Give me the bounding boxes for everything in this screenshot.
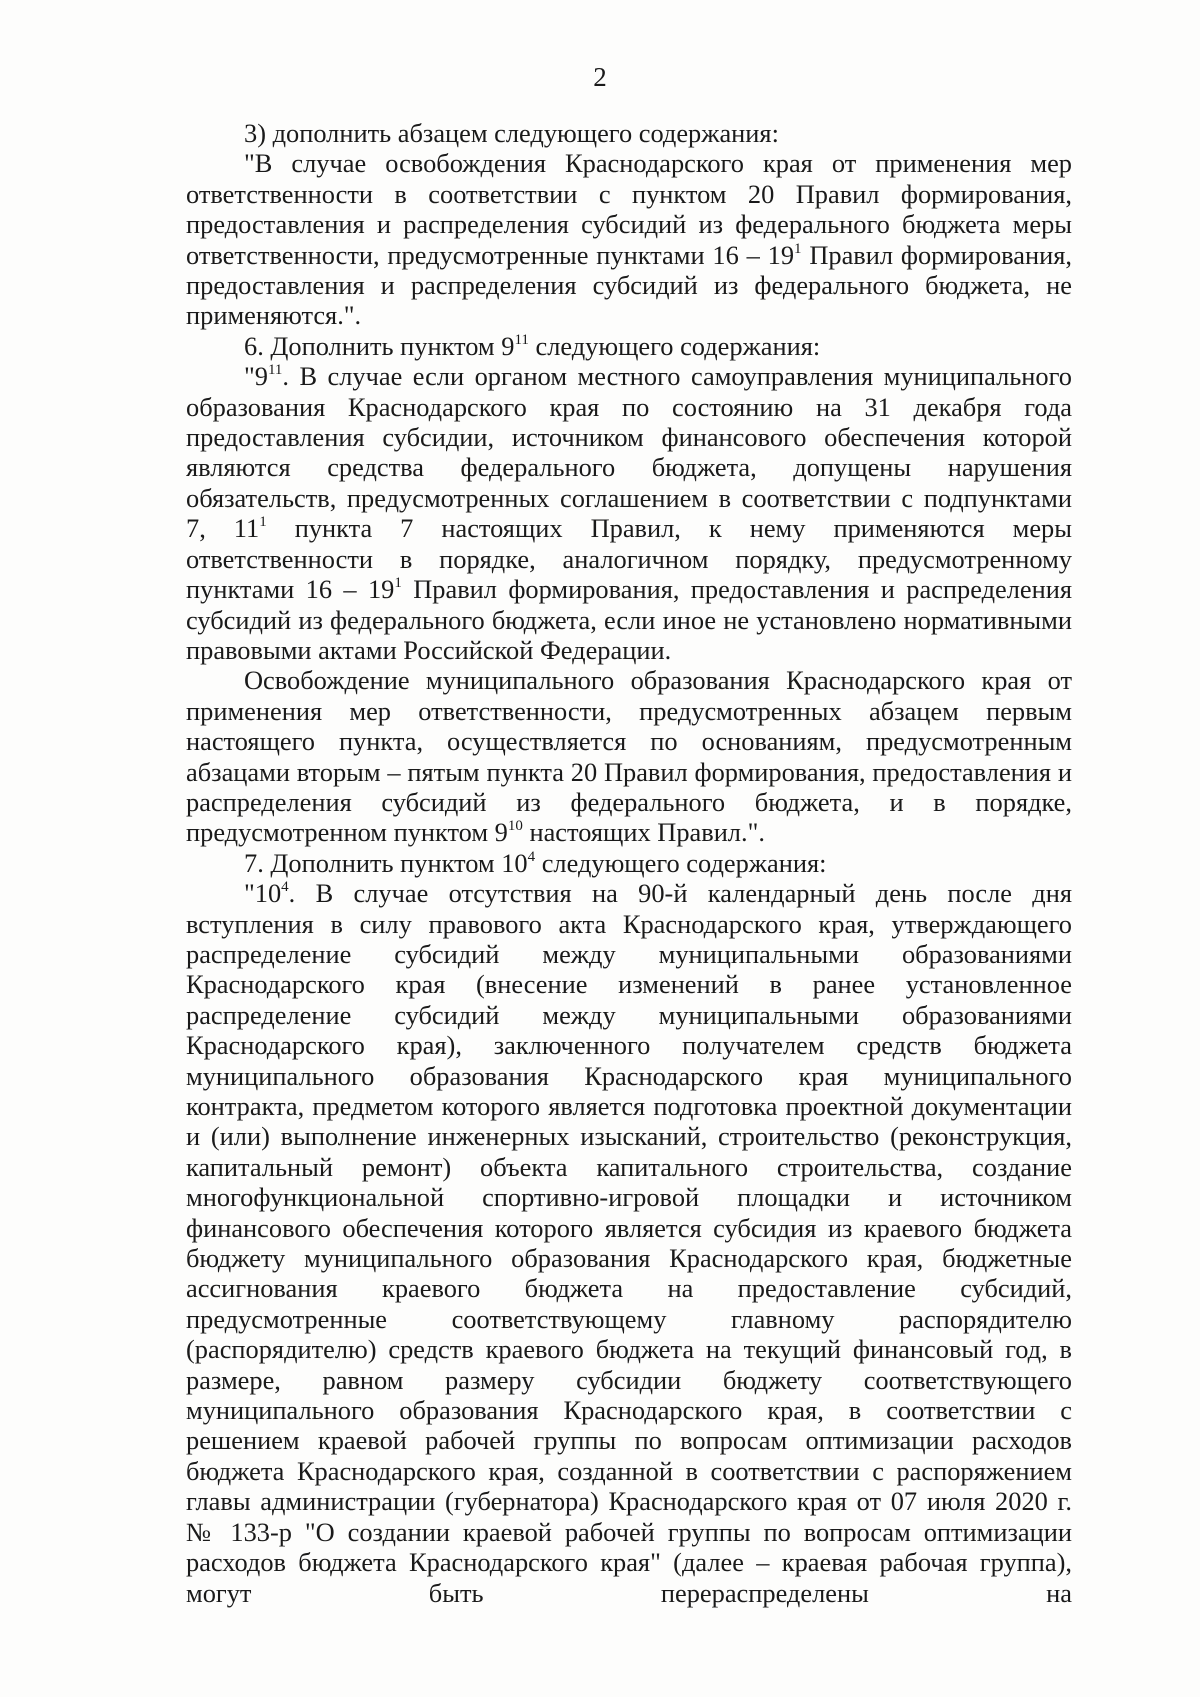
paragraph: [186, 361, 1072, 665]
paragraph: [186, 878, 1072, 1608]
text-run: 7. Дополнить пунктом 10: [244, 847, 528, 878]
text-run: следующего содержания:: [535, 847, 827, 878]
paragraph: [186, 331, 1072, 361]
paragraph: [186, 665, 1072, 847]
paragraph: [186, 118, 1072, 148]
text-run: Правил формирования, предоставления и распределения субсидий из федерального бюджета, если иное не установлено нормативными правовыми актами Российской Федерации.: [186, 574, 1072, 665]
document-body: [186, 118, 1072, 1608]
superscript: 1: [394, 575, 402, 592]
superscript: 1: [259, 514, 267, 531]
text-run: 3) дополнить абзацем следующего содержания:: [244, 118, 779, 148]
text-run: следующего содержания:: [528, 330, 821, 361]
text-run: . В случае если органом местного самоуправления муниципального образования Краснодарского края по состоянию на 31 декабря года предоставления субсидии, источником финансового обеспечения которой являются средства федерального бюджета, допущены нарушения обязательств, предусмотренных соглашением в соответствии с подпунктами 7, 11: [186, 361, 1072, 544]
superscript: 11: [267, 362, 283, 379]
text-run: Правил формирования, предоставления и распределения субсидий из федерального бюджета, не применяются.".: [186, 239, 1072, 331]
text-run: "9: [244, 361, 268, 392]
text-run: Освобождение муниципального образования Краснодарского края от применения мер ответственности, предусмотренных абзацем первым настоящего пункта, осуществляется по основаниям, предусмотренным абзацами вторым – пятым пункта 20 Правил формирования, предоставления и распределения субсидий из федерального бюджета, и в порядке, предусмотренном пунктом 9: [186, 665, 1072, 848]
paragraph: [186, 848, 1072, 878]
text-run: . В случае отсутствия на 90-й календарный день после дня вступления в силу правового акта Краснодарского края, утверждающего распределение субсидий между муниципальными образованиями Краснодарского края (внесение изменений в ранее установленное распределение субсидий между муниципальными образованиями Краснодарского края), заключенного получателем средств бюджета муниципального образования Краснодарского края муниципального контракта, предметом которого является подготовка проектной документации и (или) выполнение инженерных изысканий, строительство (реконструкция, капитальный ремонт) объекта капитального строительства, создание многофункциональной спортивно-игровой площадки и источником финансового обеспечения которого является субсидия из краевого бюджета бюджету муниципального образования Краснодарского края, бюджетные ассигнования краевого бюджета на предоставление субсидий, предусмотренные соответствующему главному распорядителю (распорядителю) средств краевого бюджета на текущий финансовый год, в размере, равном размеру субсидии бюджету соответствующего муниципального образования Краснодарского края, в соответствии с решением краевой рабочей группы по вопросам оптимизации расходов бюджета Краснодарского края, созданной в соответствии с распоряжением главы администрации (губернатора) Краснодарского края от 07 июля 2020 г. № 133-р "О создании краевой рабочей группы по вопросам оптимизации расходов бюджета Краснодарского края" (далее – краевая рабочая группа), могут быть перераспределены на: [186, 878, 1072, 1608]
superscript: 1: [794, 240, 802, 257]
text-run: "В случае освобождения Краснодарского края от применения мер ответственности в соответствии с пунктом 20 Правил формирования, предоставления и распределения субсидий из федерального бюджета меры ответственности, предусмотренные пунктами 16 – 19: [186, 148, 1072, 270]
superscript: 4: [281, 879, 289, 896]
superscript: 10: [507, 818, 523, 835]
superscript: 11: [514, 331, 529, 348]
text-run: пункта 7 настоящих Правил, к нему применяются меры ответственности в порядке, аналогичном порядку, предусмотренному пунктами 16 – 19: [186, 513, 1072, 605]
page-number: 2: [593, 62, 607, 92]
text-run: "10: [244, 878, 282, 909]
superscript: 4: [527, 848, 536, 865]
text-run: 6. Дополнить пунктом 9: [244, 330, 515, 361]
text-run: настоящих Правил.".: [522, 817, 765, 848]
paragraph: [186, 148, 1072, 330]
